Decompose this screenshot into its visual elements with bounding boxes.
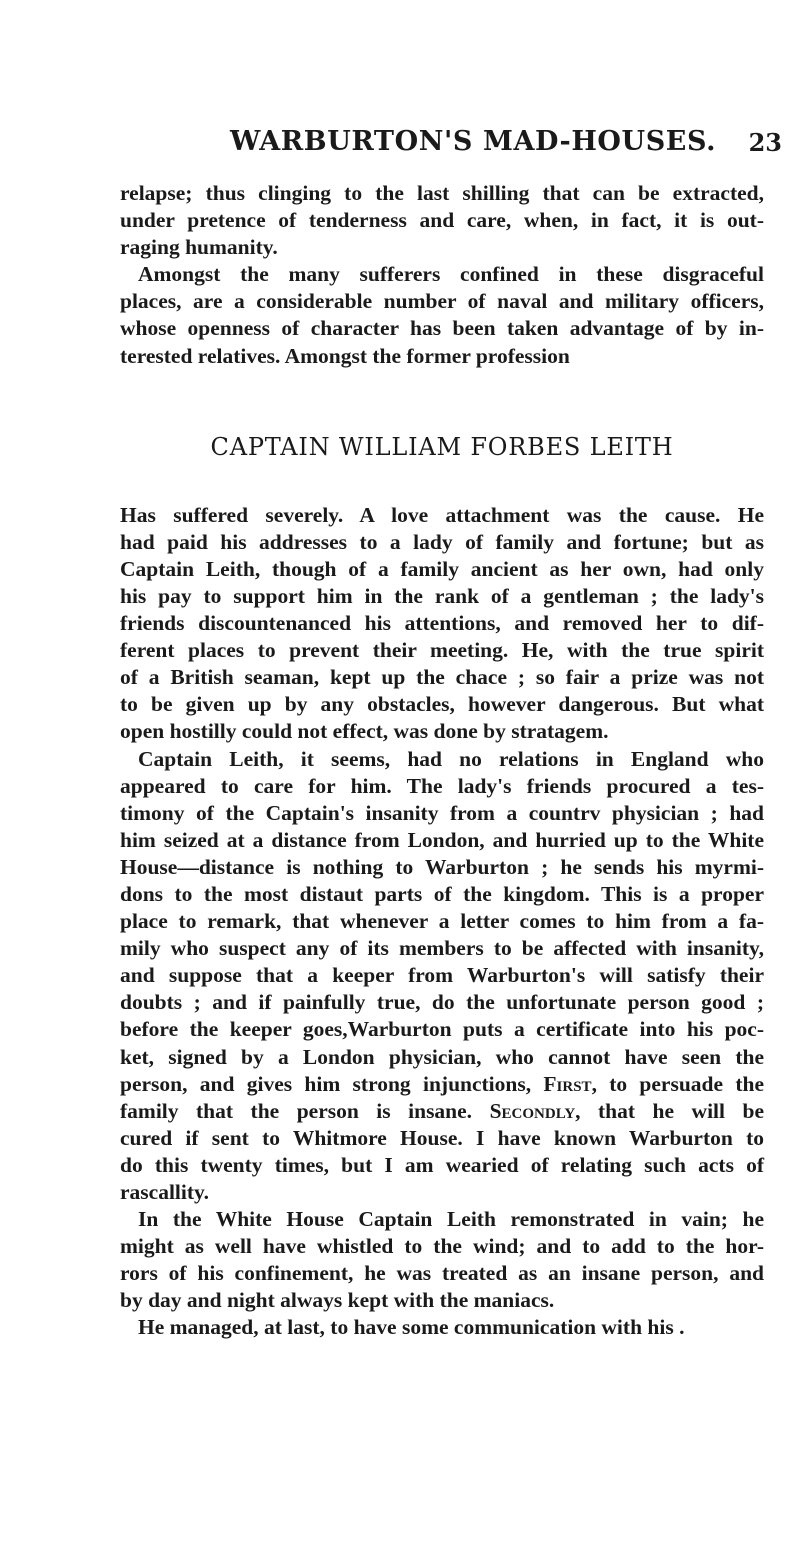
text-line: terested relatives. Amongst the former profession xyxy=(120,343,570,368)
text-before-heading xyxy=(120,180,764,370)
text-line: his pay to support him in the rank of a gentleman ; the lady's xyxy=(120,583,764,608)
paragraph xyxy=(120,502,764,746)
paragraph xyxy=(120,180,764,261)
text-line: rors of his confinement, he was treated as an insane person, and xyxy=(120,1261,764,1286)
text-line: person, and gives him strong injunctions, First, to persuade the xyxy=(120,1071,764,1096)
text-line: whose openness of character has been taken advantage of by in- xyxy=(120,316,764,341)
text-line: relapse; thus clinging to the last shilling that can be extracted, xyxy=(120,181,764,205)
text-line: before the keeper goes,Warburton puts a certificate into his poc- xyxy=(120,1017,764,1042)
text-line: dons to the most distaut parts of the kingdom. This is a proper xyxy=(120,881,764,906)
text-line: place to remark, that whenever a letter comes to him from a fa- xyxy=(120,909,764,934)
text-line: had paid his addresses to a lady of family and fortune; but as xyxy=(120,529,764,554)
text-line: him seized at a distance from London, and hurried up to the White xyxy=(120,827,764,852)
text-line: Has suffered severely. A love attachment was the cause. He xyxy=(120,502,764,527)
text-line: Amongst the many sufferers confined in these disgraceful xyxy=(138,262,764,287)
text-line: appeared to care for him. The lady's friends procured a tes- xyxy=(120,773,764,798)
text-line: and suppose that a keeper from Warburton's will satisfy their xyxy=(120,963,764,988)
text-line: mily who suspect any of its members to be affected with insanity, xyxy=(120,936,764,961)
text-line: timony of the Captain's insanity from a countrv physician ; had xyxy=(120,800,764,825)
text-line: Captain Leith, though of a family ancient as her own, had only xyxy=(120,556,764,581)
text-line: places, are a considerable number of naval and military officers, xyxy=(120,289,764,314)
text-line: ket, signed by a London physician, who cannot have seen the xyxy=(120,1044,764,1069)
text-line: cured if sent to Whitmore House. I have known Warburton to xyxy=(120,1125,764,1150)
running-head xyxy=(230,126,800,166)
text-line: doubts ; and if painfully true, do the unfortunate person good ; xyxy=(120,990,764,1015)
text-line: He managed, at last, to have some communication with his . xyxy=(138,1315,685,1340)
text-line: of a British seaman, kept up the chace ; so fair a prize was not xyxy=(120,665,764,690)
text-line: In the White House Captain Leith remonstrated in vain; he xyxy=(138,1207,764,1232)
text-line: ferent places to prevent their meeting. He, with the true spirit xyxy=(120,638,764,663)
text-line: House—distance is nothing to Warburton ; he sends his myrmi- xyxy=(120,854,764,879)
page-number: 23 xyxy=(748,128,782,157)
paragraph xyxy=(120,1314,764,1341)
text-line: to be given up by any obstacles, however dangerous. But what xyxy=(120,692,764,717)
text-line: do this twenty times, but I am wearied of relating such acts of xyxy=(120,1152,764,1177)
text-line: family that the person is insane. Secondly, that he will be xyxy=(120,1098,764,1123)
text-after-heading xyxy=(120,502,764,1342)
text-line: raging humanity. xyxy=(120,235,278,260)
text-line: Captain Leith, it seems, had no relations in England who xyxy=(138,746,764,771)
text-line: friends discountenanced his attentions, and removed her to dif- xyxy=(120,611,764,636)
running-title: WARBURTON'S MAD-HOUSES. xyxy=(230,126,717,157)
paragraph xyxy=(120,1206,764,1314)
text-line: under pretence of tenderness and care, when, in fact, it is out- xyxy=(120,208,764,233)
text-line: open hostilly could not effect, was done by stratagem. xyxy=(120,719,609,744)
text-line: by day and night always kept with the maniacs. xyxy=(120,1288,555,1313)
paragraph xyxy=(120,746,764,1207)
paragraph xyxy=(120,261,764,369)
section-heading: CAPTAIN WILLIAM FORBES LEITH xyxy=(210,432,674,461)
body-text xyxy=(120,180,764,1342)
text-line: might as well have whistled to the wind; and to add to the hor- xyxy=(120,1234,764,1259)
text-line: rascallity. xyxy=(120,1180,209,1204)
